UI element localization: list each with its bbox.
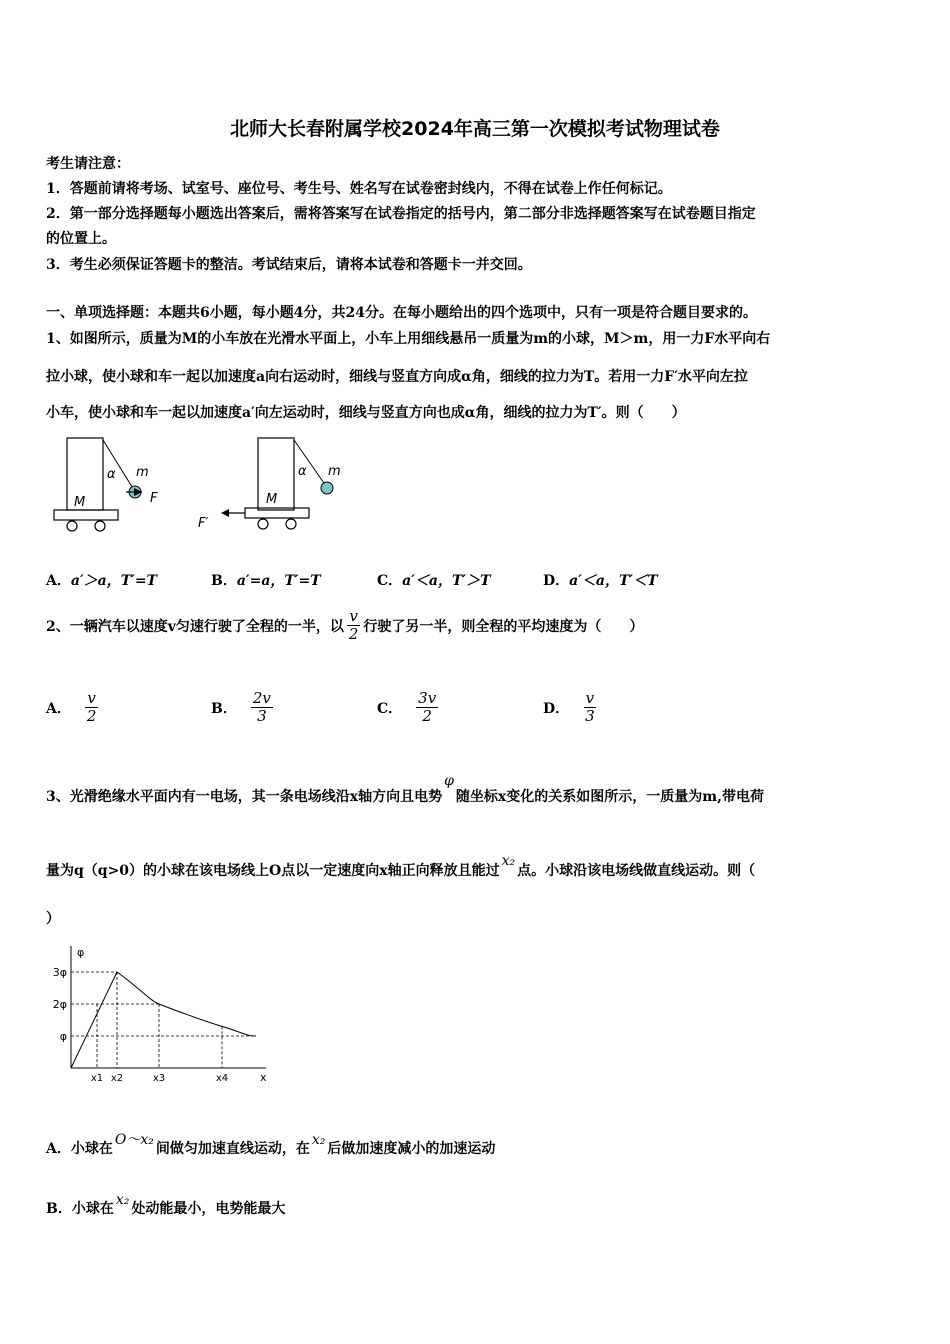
- y-axis-label: φ: [77, 946, 85, 959]
- q1-option-c[interactable]: C．a′＜a，T′＞T: [377, 573, 491, 589]
- v-over-2-fraction: $\frac{v}{2}$: [348, 607, 359, 643]
- q2-stem: 2、一辆汽车以速度v匀速行驶了全程的一半，以 $\frac{v}{2}$ 行驶了另一半，则全程的平均速度为（ ）: [46, 607, 644, 643]
- q1-option-a[interactable]: A．a′＞a，T′=T: [46, 573, 157, 589]
- cart-figure-right: [198, 438, 341, 531]
- q3-stem-line: 3、光滑绝缘水平面内有一电场，其一条电场线沿x轴方向且电势φ随坐标x变化的关系如图所示，一质量为m,带电荷: [46, 773, 764, 805]
- q2-option-d[interactable]: D． $\frac{v}{3}$: [543, 689, 595, 725]
- q2-option-c[interactable]: C． $\frac{3v}{2}$: [377, 689, 437, 725]
- m-label: m: [136, 465, 149, 480]
- y-tick-label: φ: [59, 1030, 67, 1043]
- q1-option-d[interactable]: D．a′＜a，T′＜T: [543, 573, 658, 589]
- y-tick-label: 2φ: [52, 998, 67, 1011]
- notice-item: 3．考生必须保证答题卡的整洁。考试结束后，请将本试卷和答题卡一并交回。: [46, 257, 532, 273]
- notice-item: 1．答题前请将考场、试室号、座位号、考生号、姓名写在试卷密封线内，不得在试卷上作任何标记。: [46, 181, 672, 197]
- x-tick-label: x2: [110, 1073, 124, 1084]
- F-label: F: [150, 491, 158, 506]
- notice-heading: 考生请注意：: [46, 156, 130, 172]
- q3-stem-line: ）: [46, 911, 60, 927]
- cart-figure-left: [54, 438, 158, 531]
- y-tick-label: 3φ: [52, 966, 67, 979]
- q3-option-a[interactable]: A．小球在O～x₂间做匀加速直线运动，在x₂后做加速度减小的加速运动: [46, 1132, 496, 1157]
- phi-curve: [71, 972, 256, 1068]
- x-tick-label: x1: [90, 1073, 104, 1084]
- M-label: M: [74, 495, 86, 510]
- x-axis-label: x: [260, 1071, 267, 1084]
- q2-option-a[interactable]: A． $\frac{v}{2}$: [46, 689, 97, 725]
- section-heading: 一、单项选择题：本题共6小题，每小题4分，共24分。在每小题给出的四个选项中，只有一项是符合题目要求的。: [46, 305, 757, 321]
- page-title: 北师大长春附属学校2024年高三第一次模拟考试物理试卷: [230, 118, 720, 140]
- alpha-label: α: [107, 467, 116, 482]
- q1-stem-line: 拉小球，使小球和车一起以加速度a向右运动时，细线与竖直方向成α角，细线的拉力为T。若用一力F′水平向左拉: [46, 369, 748, 385]
- q1-stem-line: 1、如图所示，质量为M的小车放在光滑水平面上，小车上用细线悬吊一质量为m的小球，M＞m，用一力F水平向右: [46, 331, 771, 347]
- M-label: M: [266, 492, 278, 507]
- alpha-label: α: [298, 464, 307, 479]
- notice-item: 2．第一部分选择题每小题选出答案后，需将答案写在试卷指定的括号内，第二部分非选择题答案写在试卷题目指定: [46, 206, 756, 222]
- F-prime-label: F′: [198, 516, 209, 531]
- m-label: m: [328, 464, 341, 479]
- q3-option-b[interactable]: B．小球在x₂处动能最小，电势能最大: [46, 1192, 286, 1217]
- phi-x-chart: [44, 940, 276, 1086]
- x-tick-label: x3: [152, 1073, 166, 1084]
- q2-option-b[interactable]: B． $\frac{2v}{3}$: [211, 689, 271, 725]
- q1-option-b[interactable]: B．a′=a，T′=T: [211, 573, 321, 589]
- notice-item: 的位置上。: [46, 231, 116, 247]
- q1-stem-line: 小车，使小球和车一起以加速度a′向左运动时，细线与竖直方向也成α角，细线的拉力为T′。则（ ）: [46, 405, 686, 421]
- q3-stem-line: 量为q（q>0）的小球在该电场线上O点以一定速度向x轴正向释放且能过x₂点。小球沿该电场线做直线运动。则（: [46, 853, 756, 879]
- x-tick-label: x4: [215, 1073, 229, 1084]
- q1-figure: [40, 432, 360, 542]
